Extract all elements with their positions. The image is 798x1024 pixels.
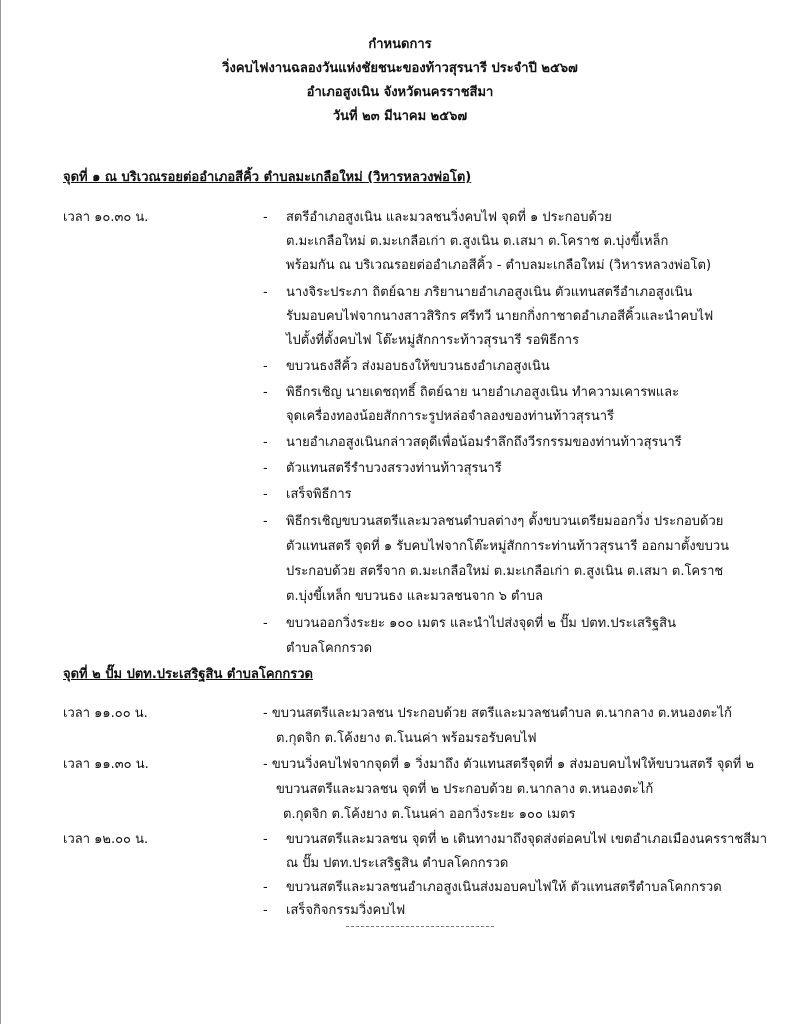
list-bullet: - [263, 285, 268, 300]
list-item-cont: ไปตั้งที่ตั้งคบไฟ โต๊ะหมู่สักการะท้าวสุรนารี รอพิธีการ [286, 333, 580, 348]
end-separator [346, 926, 494, 927]
list-item-cont: ประกอบด้วย สตรีจาก ต.มะเกลือใหม่ ต.มะเกลือเก่า ต.สูงเนิน ต.เสมา ต.โคราช [286, 564, 724, 579]
list-item: - ขบวนวิ่งคบไฟจากจุดที่ ๑ วิ่งมาถึง ตัวแทนสตรีจุดที่ ๑ ส่งมอบคบไฟให้ขบวนสตรี จุดที่ ๒ [263, 757, 755, 772]
list-bullet: - [263, 385, 268, 400]
list-bullet: - [263, 832, 268, 847]
list-bullet: - [263, 616, 268, 631]
point2-heading: จุดที่ ๒ ปั๊ม ปตท.ประเสริฐสิน ตำบลโคกกรวด [63, 667, 314, 682]
list-bullet: - [263, 487, 268, 502]
list-item: เสร็จกิจกรรมวิ่งคบไฟ [286, 903, 406, 918]
point2-time-1100: เวลา ๑๑.๐๐ น. [63, 706, 148, 721]
list-item: ขบวนสตรีและมวลชน จุดที่ ๒ เดินทางมาถึงจุดส่งต่อคบไฟ เขตอำเภอเมืองนครราชสีมา [286, 832, 767, 847]
list-bullet: - [263, 435, 268, 450]
list-item-cont: ต.มะเกลือใหม่ ต.มะเกลือเก่า ต.สูงเนิน ต.เสมา ต.โคราช ต.บุ่งขี้เหล็ก [286, 234, 669, 249]
list-item-cont: ต.บุ่งขี้เหล็ก ขบวนธง และมวลชนจาก ๖ ตำบล [286, 589, 543, 604]
list-bullet: - [263, 210, 268, 225]
list-item-cont: ตำบลโคกกรวด [286, 641, 373, 656]
list-item: สตรีอำเภอสูงเนิน และมวลชนวิ่งคบไฟ จุดที่ ๑ ประกอบด้วย [286, 210, 612, 225]
list-bullet: - [263, 880, 268, 895]
list-item-cont: พร้อมกัน ณ บริเวณรอยต่ออำเภอสีคิ้ว - ตำบลมะเกลือใหม่ (วิหารหลวงพ่อโต) [286, 258, 712, 273]
list-item-cont: จุดเครื่องทองน้อยสักการะรูปหล่อจำลองของท่านท้าวสุรนารี [286, 409, 614, 424]
list-item-cont: รับมอบคบไฟจากนางสาวสิริกร ศรีทวี นายกกิ่งกาชาดอำเภอสีคิ้วและนำคบไฟ [286, 309, 714, 324]
point1-heading: จุดที่ ๑ ณ บริเวณรอยต่ออำเภอสีคิ้ว ตำบลมะเกลือใหม่ (วิหารหลวงพ่อโต) [63, 170, 472, 185]
list-bullet: - [263, 461, 268, 476]
list-item-cont: ต.กุดจิก ต.โค้งยาง ต.โนนค่า ออกวิ่งระยะ ๑๐๐ เมตร [283, 807, 576, 822]
doc-date: วันที่ ๒๓ มีนาคม ๒๕๖๗ [332, 109, 468, 124]
list-item: ขบวนออกวิ่งระยะ ๑๐๐ เมตร และนำไปส่งจุดที่ ๒ ปั๊ม ปตท.ประเสริฐสิน [286, 616, 676, 631]
list-item: พิธีกรเชิญขบวนสตรีและมวลชนตำบลต่างๆ ตั้งขบวนเตรียมออกวิ่ง ประกอบด้วย [286, 514, 724, 529]
list-item: - ขบวนสตรีและมวลชน ประกอบด้วย สตรีและมวลชนตำบล ต.นากลาง ต.หนองตะไก้ [263, 706, 732, 721]
list-item-cont: ตัวแทนสตรี จุดที่ ๑ รับคบไฟจากโต๊ะหมู่สักการะท่านท้าวสุรนารี ออกมาตั้งขบวน [286, 539, 730, 554]
list-item: ขบวนสตรีและมวลชนอำเภอสูงเนินส่งมอบคบไฟให้ ตัวแทนสตรีตำบลโคกกรวด [286, 880, 722, 895]
list-item: ขบวนธงสีคิ้ว ส่งมอบธงให้ขบวนธงอำเภอสูงเนิน [286, 359, 550, 374]
doc-subtitle: วิ่งคบไฟงานฉลองวันแห่งชัยชนะของท้าวสุรนารี ประจำปี ๒๕๖๗ [222, 61, 578, 76]
list-item: ตัวแทนสตรีรำบวงสรวงท่านท้าวสุรนารี [286, 461, 502, 476]
list-item: นายอำเภอสูงเนินกล่าวสดุดีเพื่อน้อมรำลึกถึงวีรกรรมของท่านท้าวสุรนารี [286, 435, 682, 450]
list-item: พิธีกรเชิญ นายเดชฤทธิ์ ถิตย์ฉาย นายอำเภอสูงเนิน ทำความเคารพและ [286, 385, 680, 400]
list-item: นางจิระประภา ถิตย์ฉาย ภริยานายอำเภอสูงเนิน ตัวแทนสตรีอำเภอสูงเนิน [286, 285, 693, 300]
point2-time-1200: เวลา ๑๒.๐๐ น. [63, 832, 149, 847]
list-bullet: - [263, 903, 268, 918]
doc-location: อำเภอสูงเนิน จังหวัดนครราชสีมา [306, 85, 494, 100]
doc-title: กำหนดการ [368, 37, 432, 52]
point1-time: เวลา ๑๐.๓๐ น. [63, 210, 149, 225]
list-item-cont: ต.กุดจิก ต.โค้งยาง ต.โนนค่า พร้อมรอรับคบไฟ [276, 731, 537, 746]
list-item-cont: ขบวนสตรีและมวลชน จุดที่ ๒ ประกอบด้วย ต.นากลาง ต.หนองตะไก้ [276, 782, 654, 797]
list-bullet: - [263, 359, 268, 374]
list-item-cont: ณ ปั๊ม ปตท.ประเสริฐสิน ตำบลโคกกรวด [286, 856, 509, 871]
list-item: เสร็จพิธีการ [286, 487, 352, 502]
list-bullet: - [263, 514, 268, 529]
point2-time-1130: เวลา ๑๑.๓๐ น. [63, 757, 149, 772]
